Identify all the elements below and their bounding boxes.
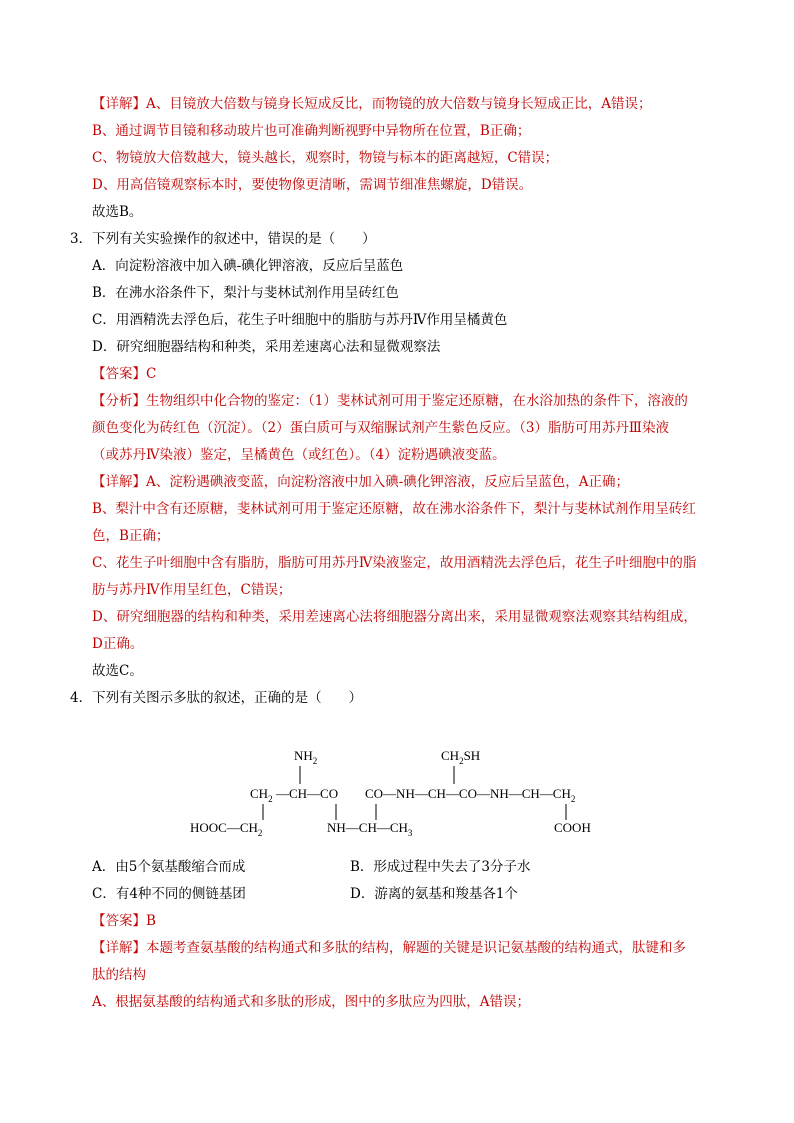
polypeptide-structural-formula	[0, 740, 794, 850]
q3-detail-line3b: 肪与苏丹Ⅳ作用呈红色，C错误；	[92, 582, 292, 598]
q3-detail-line3a: C、花生子叶细胞中含有脂肪，脂肪可用苏丹Ⅳ染液鉴定，故用酒精洗去浮色后，花生子叶细胞中的脂	[92, 555, 697, 571]
q3-detail-line4a: D、研究细胞器的结构和种类，采用差速离心法将细胞器分离出来，采用显微观察法观察其结构组成，	[92, 609, 697, 625]
formula-row2-mid: $NH—CH—CH_3$	[327, 820, 413, 838]
q3-option-a: A．向淀粉溶液中加入碘-碘化钾溶液，反应后呈蓝色	[92, 258, 404, 274]
q3-detail-line2b: 色，B正确；	[92, 528, 170, 544]
detail-text: A、淀粉遇碘液变蓝，向淀粉溶液中加入碘-碘化钾溶液，反应后呈蓝色，A正确；	[146, 474, 630, 490]
detail-block-q2-line1	[92, 95, 652, 113]
detail-line: C、物镜放大倍数越大，镜头越长，观察时，物镜与标本的距离越短，C错误；	[92, 150, 559, 166]
formula-row2-right: COOH	[554, 820, 591, 835]
detail-line: D、用高倍镜观察标本时，要使物像更清晰，需调节细准焦螺旋，D错误。	[92, 177, 533, 193]
q4-detail-line0b: 肽的结构	[92, 967, 146, 983]
detail-tag: 【详解】	[92, 96, 146, 112]
answer-value: C	[146, 366, 157, 382]
answer-value: B	[146, 913, 156, 929]
q4-option-a: A．由5个氨基酸缩合而成	[92, 859, 246, 875]
analysis-text: 生物组织中化合物的鉴定：（1）斐林试剂可用于鉴定还原糖，在水浴加热的条件下，溶液的	[146, 393, 688, 409]
q4-option-c: C．有4种不同的侧链基团	[92, 886, 246, 902]
q4-answer	[92, 912, 156, 930]
q3-analysis-line1	[92, 392, 688, 410]
answer-tag: 【答案】	[92, 913, 146, 929]
formula-nh2: $NH_2$	[294, 748, 318, 766]
q4-option-d: D．游离的氨基和羧基各1个	[350, 886, 518, 902]
q4-detail-line1: A、根据氨基酸的结构通式和多肽的形成，图中的多肽应为四肽，A错误；	[92, 994, 530, 1010]
question-4-stem: 4．下列有关图示多肽的叙述，正确的是（ ）	[70, 690, 363, 706]
answer-tag: 【答案】	[92, 366, 146, 382]
conclusion: 故选B。	[92, 204, 143, 220]
conclusion: 故选C。	[92, 663, 143, 679]
analysis-tag: 【分析】	[92, 393, 146, 409]
q3-option-b: B．在沸水浴条件下，梨汁与斐林试剂作用呈砖红色	[92, 285, 399, 301]
q3-option-d: D．研究细胞器结构和种类，采用差速离心法和显微观察法	[92, 339, 441, 355]
q3-answer	[92, 365, 156, 383]
q3-analysis-line2: 颜色变化为砖红色（沉淀）。（2）蛋白质可与双缩脲试剂产生紫色反应。（3）脂肪可用苏丹Ⅲ染液	[92, 420, 669, 436]
formula-row1-b: $CO—NH—CH—CO—NH—CH—CH_2$	[365, 786, 576, 804]
q3-detail-line4b: D正确。	[92, 636, 144, 652]
detail-tag: 【详解】	[92, 940, 146, 956]
q3-detail-line2a: B、梨汁中含有还原糖，斐林试剂可用于鉴定还原糖，故在沸水浴条件下，梨汁与斐林试剂作用呈砖红	[92, 501, 696, 517]
formula-row2-left: $HOOC—CH_2$	[190, 820, 263, 838]
formula-row1-a: —CH—CO	[276, 786, 339, 801]
q4-detail-line0a	[92, 939, 686, 957]
formula-row1-left: $CH_2$	[250, 786, 273, 804]
q3-option-c: C．用酒精洗去浮色后，花生子叶细胞中的脂肪与苏丹Ⅳ作用呈橘黄色	[92, 312, 508, 328]
detail-text: A、目镜放大倍数与镜身长短成反比，而物镜的放大倍数与镜身长短成正比，A错误；	[146, 96, 652, 112]
detail-line: B、通过调节目镜和移动玻片也可准确判断视野中异物所在位置，B正确；	[92, 123, 531, 139]
formula-ch2sh: $CH_2SH$	[441, 748, 481, 766]
q3-detail-line1	[92, 473, 629, 491]
q3-analysis-line3: （或苏丹Ⅳ染液）鉴定，呈橘黄色（或红色）。（4）淀粉遇碘液变蓝。	[92, 447, 506, 463]
question-3-stem: 3．下列有关实验操作的叙述中，错误的是（ ）	[70, 231, 376, 247]
detail-text: 本题考查氨基酸的结构通式和多肽的结构，解题的关键是识记氨基酸的结构通式，肽键和多	[146, 940, 686, 956]
detail-tag: 【详解】	[92, 474, 146, 490]
q4-option-b: B．形成过程中失去了3分子水	[350, 859, 531, 875]
